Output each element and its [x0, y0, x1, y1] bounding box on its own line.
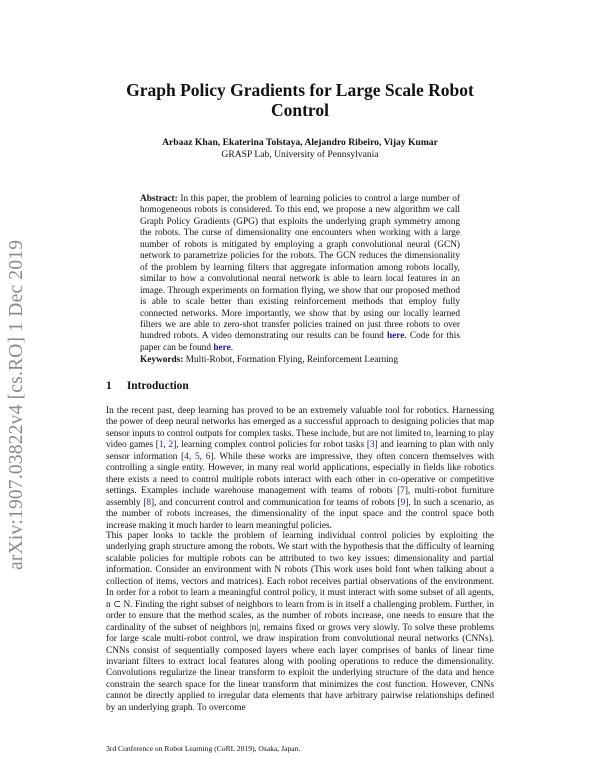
arxiv-sidebar-stamp — [6, 0, 42, 776]
conference-footnote: 3rd Conference on Robot Learning (CoRL 2019), Osaka, Japan. — [106, 744, 301, 753]
citation-link[interactable]: 9 — [400, 497, 406, 508]
abstract-label: Abstract: — [140, 194, 178, 204]
keywords — [140, 355, 460, 366]
citation-link[interactable]: 6 — [205, 451, 211, 462]
section-heading — [106, 380, 189, 392]
abstract — [140, 194, 460, 354]
citation-link[interactable]: 2 — [168, 440, 174, 451]
author-list: Arbaaz Khan, Ekaterina Tolstaya, Alejandro Ribeiro, Vijay Kumar — [162, 137, 438, 148]
affiliation: GRASP Lab, University of Pennsylvania — [221, 149, 379, 160]
citation-link[interactable]: 5 — [194, 451, 200, 462]
keywords-text: Multi-Robot, Formation Flying, Reinforcement Learning — [185, 355, 398, 365]
abstract-text: In this paper, the problem of learning policies to control a large number of homogeneous robots is considered. To this end, we propose a new algorithm we call Graph Policy Gradients (GPG) that exploits the underlying graph symmetry among the robots. The curse of dimensionality one encounters when working with a large number of robots is mitigated by employing a graph convolutional neural (GCN) network to parametrize policies for the robots. The GCN reduces the dimensionality of the problem by learning filters that aggregate information among robots locally, similar to how a convolutional neural network is able to learn local features in an image. Through experiments on formation flying, we show that our proposed method is able to scale better than existing reinforcement methods that employ fully connected networks. More importantly, we show that by using our locally learned filters we are able to zero-shot transfer policies trained on just three robots to over hundred robots. A video demonstrating our results can be found — [140, 194, 461, 342]
section-number: 1 — [106, 380, 112, 392]
paragraph-text: ], multi-robot furniture assembly [ — [106, 486, 494, 508]
video-link[interactable]: here — [386, 331, 405, 342]
intro-paragraph-1 — [106, 406, 494, 532]
paragraph-text: , — [199, 451, 206, 462]
arxiv-identifier: arXiv:1907.03822v4 [cs.RO] 1 Dec 2019 — [6, 239, 27, 570]
abstract-text-2: . Code for this paper can be found — [140, 331, 460, 353]
keywords-label: Keywords: — [140, 355, 184, 365]
paragraph-text: ]. In such a scenario, as the number of robots increases, the dimensionality of the input space and the control space both increase making it much harder to learn meaningful policies. — [106, 497, 494, 531]
citation-link[interactable]: 1 — [158, 440, 164, 451]
abstract-text-3: . — [230, 342, 234, 353]
paragraph-text: ], and concurrent control and communication for teams of robots [ — [151, 497, 401, 508]
code-link[interactable]: here — [213, 342, 231, 353]
intro-paragraph-2: This paper looks to tackle the problem of learning individual control policies by exploiting the underlying graph structure among the robots. We start with the hypothesis that the difficulty of learning scalable policies for multiple robots can be attributed to two key issues: dimensionality and partial information. Consider an environment with N robots (This work uses bold font when talking about a collection of items, vectors and matrices). Each robot receives partial observations of the environment. In order for a robot to learn a meaningful control policy, it must interact with some subset of all agents, n ⊂ N. Finding the right subset of neighbors to learn from is in itself a challenging problem. Further, in order to ensure that the method scales, as the number of robots increase, one needs to ensure that the cardinality of the subset of neighbors |n|, remains fixed or grows very slowly. To solve these problems for large scale multi-robot control, we draw inspiration from convolutional neural networks (CNNs). CNNs consist of sequentially composed layers where each layer comprises of banks of linear time invariant filters to extract local features along with pooling operations to reduce the dimensionality. Convolutions regularize the linear transform to exploit the underlying structure of the data and hence constrain the search space for the linear transform that minimizes the cost function. However, CNNs cannot be directly applied to irregular data elements that have arbitrary pairwise relationships defined by an underlying graph. To overcome — [106, 531, 494, 713]
section-title: Introduction — [126, 380, 189, 392]
citation-link[interactable]: 8 — [146, 497, 152, 508]
paragraph-text: , — [188, 451, 195, 462]
paragraph-text: ] and learning to plan with only sensor information [ — [106, 440, 494, 462]
paragraph-text: In the recent past, deep learning has proved to be an extremely valuable tool for robotics. Harnessing the power of deep neural networks has emerged as a successful approach to designing policies that map sensor inputs to control outputs for complex tasks. These include, but are not limited to, learning to play video games [ — [106, 406, 494, 451]
paragraph-text: ], learning complex control policies for robot tasks [ — [173, 440, 370, 451]
paper-title: Graph Policy Gradients for Large Scale Robot Control — [126, 80, 474, 120]
citation-link[interactable]: 3 — [369, 440, 375, 451]
citation-link[interactable]: 7 — [400, 486, 405, 497]
citation-link[interactable]: 4 — [184, 451, 189, 462]
paragraph-text: , — [163, 440, 169, 451]
paragraph-text: ]. While these works are impressive, they often concern themselves with controlling a single entity. However, in many real world applications, especially in fields like robotics there exists a need to control multiple robots interact with each other in co-operative or competitive settings. Examples include warehouse management with teams of robots [ — [106, 451, 494, 497]
